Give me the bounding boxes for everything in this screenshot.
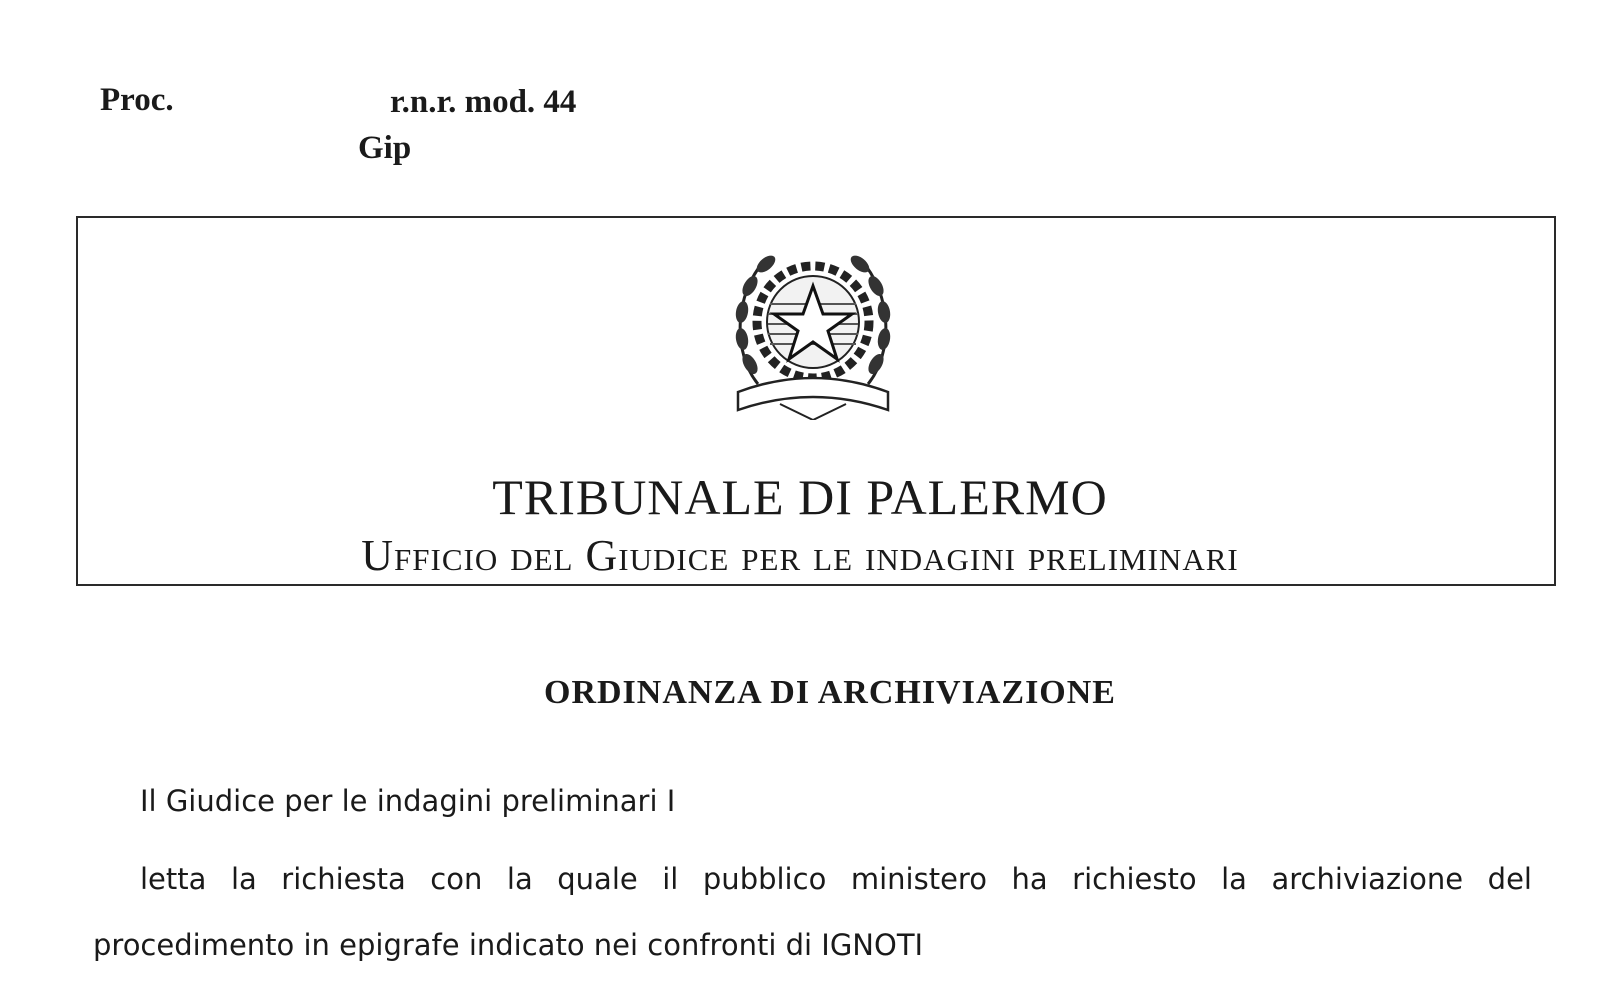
paragraph-proceeding: procedimento in epigrafe indicato nei confronti di IGNOTI: [93, 928, 924, 962]
document-title: ORDINANZA DI ARCHIVIAZIONE: [544, 674, 1116, 711]
paragraph-judge: Il Giudice per le indagini preliminari I: [140, 784, 676, 818]
court-name: TRIBUNALE DI PALERMO: [492, 469, 1108, 525]
paragraph-request: letta la richiesta con la quale il pubblico ministero ha richiesto la archiviazione del: [140, 862, 1532, 896]
gip-label: Gip: [358, 130, 412, 166]
proc-label: Proc.: [100, 82, 174, 118]
register-model-label: r.n.r. mod. 44: [390, 84, 577, 120]
emblem-of-italy-icon: [728, 234, 898, 420]
office-name: Ufficio del Giudice per le indagini preliminari: [361, 531, 1239, 580]
